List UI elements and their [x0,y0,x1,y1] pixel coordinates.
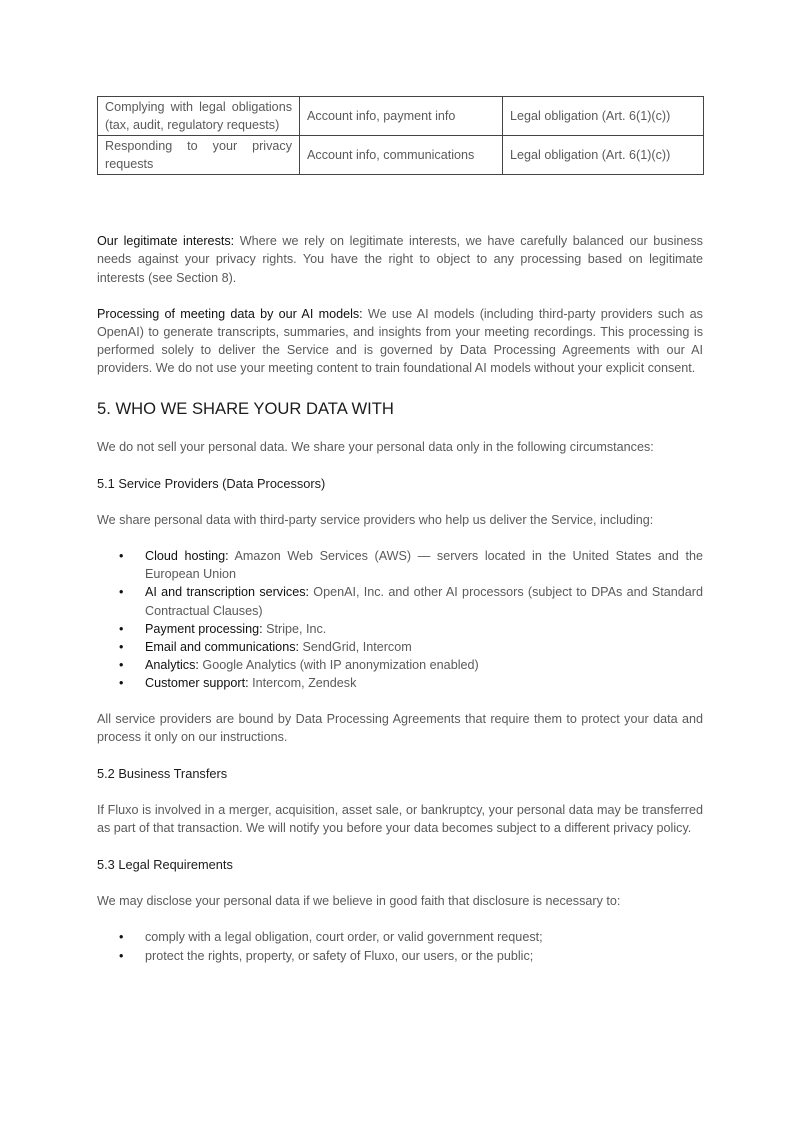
list-item-label: Payment processing: [145,621,263,636]
list-item [97,620,703,638]
table-cell-data: Account info, communications [300,136,503,175]
legitimate-interests-paragraph [97,232,703,286]
list-item-label: Analytics: [145,657,199,672]
bullet-icon: • [119,549,124,564]
document-page [97,96,703,965]
list-item [97,583,703,619]
list-item-text: OpenAI, Inc. and other AI processors (subject to DPAs and Standard Contractual Clauses) [145,585,703,618]
section-5-2-text: If Fluxo is involved in a merger, acquisition, asset sale, or bankruptcy, your personal data may be transferred as part of that transaction. We will notify you before your data becomes subject to a different privacy policy. [97,803,703,836]
list-item-text: Intercom, Zendesk [248,675,357,690]
legal-basis-table [97,96,704,175]
list-item-text: Amazon Web Services (AWS) — servers located in the United States and the European Union [145,549,703,582]
table-row [98,97,704,136]
list-item-label: Email and communications: [145,639,299,654]
list-item-label: AI and transcription services: [145,585,310,600]
list-item-label: Cloud hosting: [145,549,229,564]
bullet-icon: • [119,948,124,963]
section-5-1-closing: All service providers are bound by Data Processing Agreements that require them to protect your data and process it only on our instructions. [97,711,703,745]
list-item-text: Stripe, Inc. [262,621,327,636]
section-5-heading: 5. WHO WE SHARE YOUR DATA WITH [97,399,394,419]
legitimate-interests-label: Our legitimate interests: [97,234,235,249]
table-cell-basis: Legal obligation (Art. 6(1)(c)) [503,97,704,136]
section-5-1-intro: We share personal data with third-party service providers who help us deliver the Service, including: [97,513,654,528]
table-cell-purpose: Responding to your privacy requests [98,136,300,175]
list-item [97,674,703,692]
list-item [97,638,703,656]
bullet-icon: • [119,639,124,654]
list-item [97,947,703,965]
section-5-3-intro: We may disclose your personal data if we believe in good faith that disclosure is necessary to: [97,894,621,909]
ai-processing-label: Processing of meeting data by our AI models: [97,306,363,321]
table-row [98,136,704,175]
legal-requirements-list [97,928,703,964]
table-cell-data: Account info, payment info [300,97,503,136]
legitimate-interests-text: Where we rely on legitimate interests, we have carefully balanced our business needs against your privacy rights. You have the right to object to any processing based on legitimate interests (see Section 8). [97,234,703,285]
bullet-icon: • [119,675,124,690]
table-cell-purpose: Complying with legal obligations (tax, audit, regulatory requests) [98,97,300,136]
section-5-intro: We do not sell your personal data. We share your personal data only in the following circumstances: [97,440,654,455]
bullet-icon: • [119,621,124,636]
bullet-icon: • [119,930,124,945]
section-5-3-heading: 5.3 Legal Requirements [97,857,233,873]
list-item [97,547,703,583]
service-providers-list [97,547,703,692]
list-item-text: protect the rights, property, or safety of Fluxo, our users, or the public; [145,948,534,963]
table-cell-basis: Legal obligation (Art. 6(1)(c)) [503,136,704,175]
list-item-label: Customer support: [145,675,249,690]
bullet-icon: • [119,585,124,600]
section-5-2-heading: 5.2 Business Transfers [97,766,228,782]
list-item [97,928,703,946]
list-item-text: Google Analytics (with IP anonymization enabled) [198,657,479,672]
list-item-text: SendGrid, Intercom [299,639,412,654]
list-item [97,656,703,674]
ai-processing-text: We use AI models (including third-party providers such as OpenAI) to generate transcripts, summaries, and insights from your meeting recordings. This processing is performed solely to deliver the Service and is governed by Data Processing Agreements with our AI providers. We do not use your meeting content to train foundational AI models without your explicit consent. [97,306,703,375]
list-item-text: comply with a legal obligation, court order, or valid government request; [145,930,543,945]
bullet-icon: • [119,657,124,672]
ai-processing-paragraph [97,305,703,377]
section-5-1-heading: 5.1 Service Providers (Data Processors) [97,476,326,492]
